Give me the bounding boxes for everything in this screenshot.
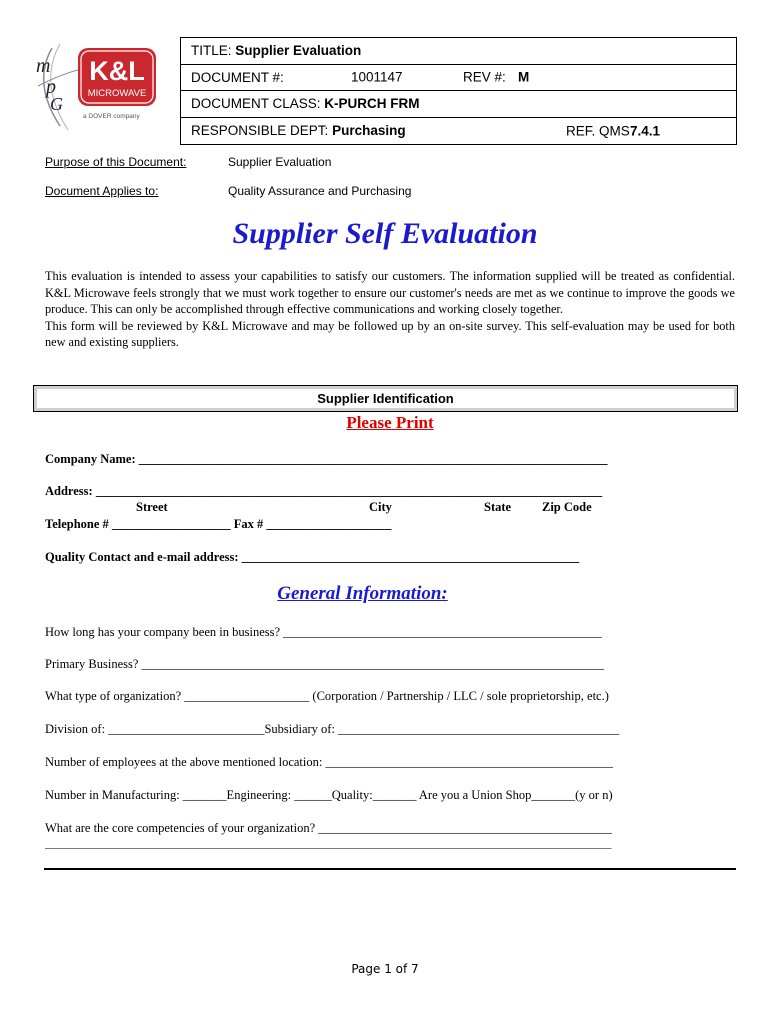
company-logo: [30, 38, 170, 138]
title-value: Supplier Evaluation: [235, 43, 362, 59]
header-document-row: [181, 65, 736, 92]
logo-letter-m: m: [36, 55, 51, 77]
general-information-heading: General Information:: [277, 583, 448, 604]
responsible-dept-label: RESPONSIBLE DEPT:: [191, 123, 329, 139]
division-subsidiary-field[interactable]: Division of: _________________________Subsidiary of: _____________________________________________: [45, 722, 620, 736]
logo-graphic: [30, 38, 170, 138]
logo-sub: MICROWAVE: [87, 88, 147, 99]
applies-label: Document Applies to:: [45, 184, 159, 198]
telephone-fax-field[interactable]: Telephone # ___________________ Fax # ____________________: [45, 517, 392, 531]
responsible-dept-value: Purchasing: [332, 123, 406, 139]
logo-brand: K&L: [89, 56, 145, 86]
purpose-value: Supplier Evaluation: [228, 155, 332, 169]
header-class-row: [181, 91, 736, 118]
reference-label: REF. QMS: [566, 123, 630, 139]
organization-type-field[interactable]: What type of organization? ____________________ (Corporation / Partnership / LLC / sole proprietorship, etc.): [45, 689, 609, 703]
quality-contact-field[interactable]: Quality Contact and e-mail address: ______________________________________________________: [45, 550, 580, 564]
core-competencies-field[interactable]: What are the core competencies of your organization? _______________________________________________: [45, 821, 613, 835]
street-caption: Street: [136, 500, 168, 514]
supplier-identification-heading: [33, 385, 738, 412]
applies-value: Quality Assurance and Purchasing: [228, 184, 412, 198]
core-competencies-extra-line[interactable]: _______________________________________________________________________________________________________: [45, 838, 612, 850]
document-class-value: K-PURCH FRM: [324, 96, 420, 112]
logo-letter-g: G: [50, 94, 63, 114]
years-in-business-field[interactable]: How long has your company been in business? ___________________________________________________: [45, 625, 602, 639]
staff-breakdown-field[interactable]: Number in Manufacturing: _______Engineering: ______Quality:_______ Are you a Union Shop_______(y or n): [45, 788, 613, 802]
intro-text: [45, 268, 735, 351]
company-name-field[interactable]: Company Name: ___________________________________________________________________________: [45, 452, 608, 466]
bottom-divider: [44, 868, 736, 870]
supplier-identification-label: Supplier Identification: [317, 391, 454, 406]
city-caption: City: [369, 500, 392, 514]
employee-count-field[interactable]: Number of employees at the above mentioned location: ______________________________________________: [45, 755, 613, 769]
reference-value: 7.4.1: [630, 123, 661, 139]
logo-tagline: a DOVER company: [83, 113, 140, 120]
document-number-value: 1001147: [351, 69, 403, 85]
header-dept-row: [181, 118, 736, 145]
document-class-label: DOCUMENT CLASS:: [191, 96, 321, 112]
revision-value: M: [518, 69, 530, 85]
please-print-note: Please Print: [346, 413, 434, 432]
logo-letter-p: p: [46, 76, 56, 98]
intro-paragraph-1: This evaluation is intended to assess your capabilities to satisfy our customers. The information supplied will be treated as confidential. K&L Microwave feels strongly that we must work together to ensure our customer's needs are met as we continue to improve the goods we produce. This can only be accomplished through effective communications and working closely together.: [45, 269, 735, 316]
page-title: Supplier Self Evaluation: [232, 217, 538, 250]
intro-paragraph-2: This form will be reviewed by K&L Microwave and may be followed up by an on-site survey. This self-evaluation may be used for both new and existing suppliers.: [45, 318, 735, 349]
state-caption: State: [484, 500, 512, 514]
zip-caption: Zip Code: [542, 500, 592, 514]
primary-business-field[interactable]: Primary Business? __________________________________________________________________________: [45, 657, 605, 671]
revision-label: REV #:: [463, 69, 506, 85]
title-label: TITLE:: [191, 43, 232, 59]
document-header-table: [180, 37, 737, 145]
header-title-row: [181, 38, 736, 65]
page-number: Page 1 of 7: [351, 962, 419, 976]
purpose-label: Purpose of this Document:: [45, 155, 187, 169]
document-number-label: DOCUMENT #:: [191, 69, 284, 85]
address-field[interactable]: Address: _________________________________________________________________________________: [45, 484, 603, 498]
